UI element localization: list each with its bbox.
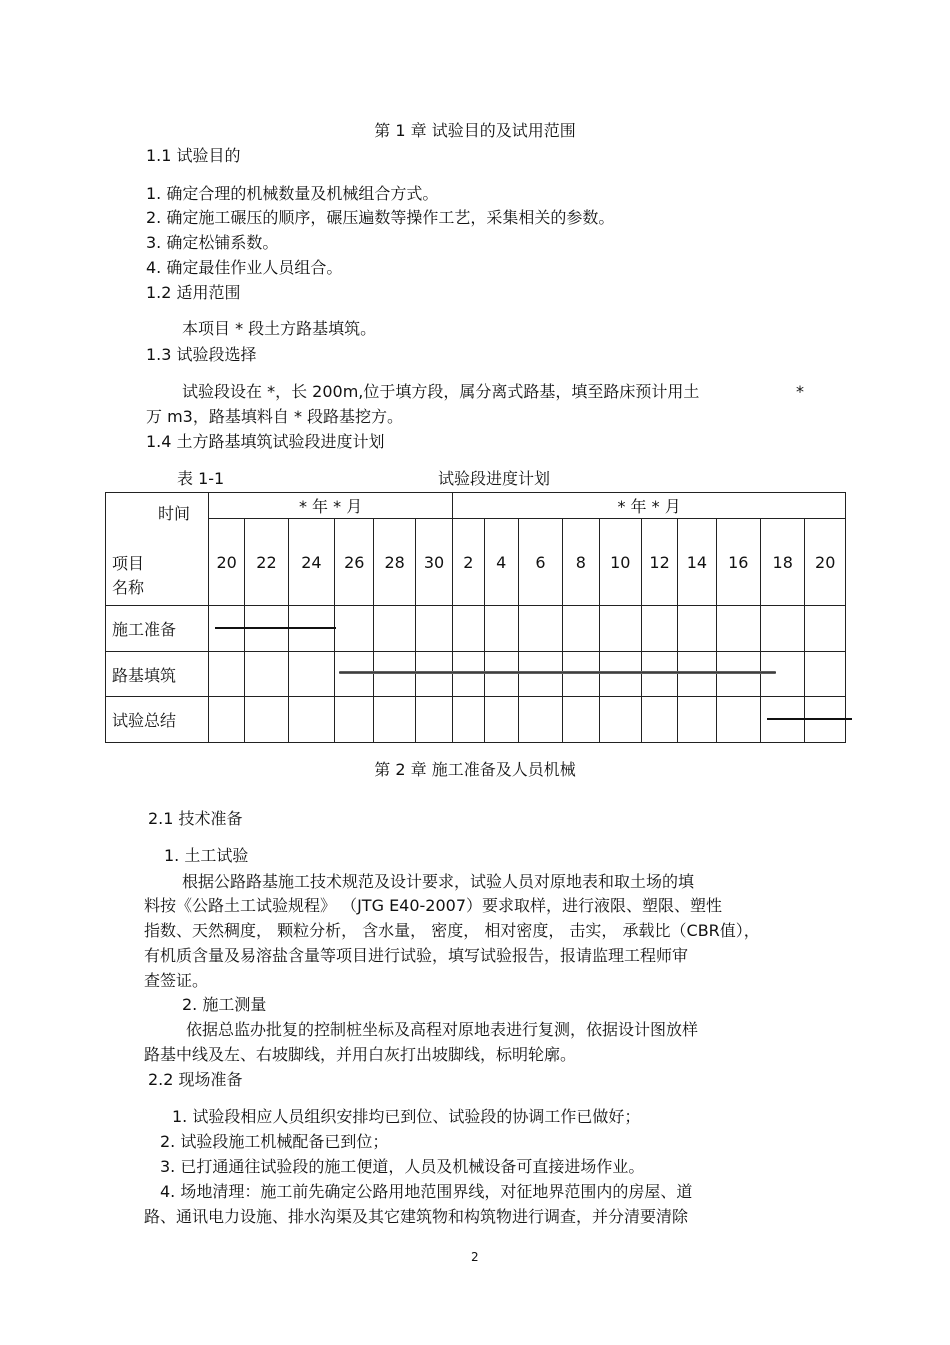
corner-time: 时间	[158, 504, 191, 523]
schedule-table	[105, 492, 846, 743]
list-item: 3. 已打通通往试验段的施工便道，人员及机械设备可直接进场作业。	[160, 1157, 645, 1176]
chapter2-title: 第 2 章 施工准备及人员机械	[374, 760, 576, 779]
day-header: 14	[678, 519, 716, 606]
day-header: 10	[599, 519, 641, 606]
day-header: 6	[518, 519, 562, 606]
row-label: 路基填筑	[106, 652, 209, 697]
section-2-1-heading: 2.1 技术准备	[148, 809, 243, 828]
day-header: 30	[415, 519, 452, 606]
subsection-soil-test: 1. 土工试验	[164, 846, 249, 865]
day-header: 28	[374, 519, 415, 606]
bar-test-summary	[767, 718, 852, 720]
bar-construction-prep	[215, 627, 336, 629]
section-1-4-heading: 1.4 土方路基填筑试验段进度计划	[146, 432, 385, 451]
paragraph-line: 查签证。	[144, 971, 209, 990]
chapter1-title: 第 1 章 试验目的及试用范围	[374, 121, 576, 140]
table-row	[106, 697, 846, 743]
list-item: 1. 试验段相应人员组织安排均已到位、试验段的协调工作已做好；	[172, 1107, 641, 1126]
section-2-2-heading: 2.2 现场准备	[148, 1070, 243, 1089]
day-header: 20	[805, 519, 846, 606]
list-item-continuation: 路、通讯电力设施、排水沟渠及其它建筑物和构筑物进行调查，并分清要清除	[144, 1207, 689, 1226]
list-item: 4. 确定最佳作业人员组合。	[146, 258, 343, 277]
section-1-2-heading: 1.2 适用范围	[146, 283, 241, 302]
corner-item: 项目	[112, 554, 145, 573]
section-1-1-heading: 1.1 试验目的	[146, 146, 241, 165]
day-header: 12	[641, 519, 677, 606]
month-header-2: * 年 * 月	[453, 493, 846, 519]
table-corner-cell	[106, 493, 209, 606]
selection-line-2: 万 m3，路基填料自 * 段路基挖方。	[146, 407, 404, 426]
row-label: 施工准备	[106, 606, 209, 652]
day-header: 24	[288, 519, 334, 606]
selection-line-1-star: *	[796, 382, 804, 401]
day-header: 20	[208, 519, 244, 606]
day-header: 22	[245, 519, 288, 606]
month-header-1: * 年 * 月	[208, 493, 452, 519]
day-header: 4	[484, 519, 518, 606]
table-title: 试验段进度计划	[438, 469, 551, 488]
scope-paragraph: 本项目 * 段土方路基填筑。	[182, 319, 377, 338]
page-number: 2	[471, 1250, 479, 1264]
paragraph-line: 指数、天然稠度， 颗粒分析， 含水量， 密度， 相对密度， 击实， 承载比（CBR值），	[144, 921, 760, 940]
day-header: 16	[716, 519, 760, 606]
bar-subgrade-filling	[339, 671, 776, 674]
list-item: 2. 确定施工碾压的顺序，碾压遍数等操作工艺，采集相关的参数。	[146, 208, 615, 227]
day-header: 18	[761, 519, 805, 606]
corner-name: 名称	[112, 578, 145, 597]
subsection-survey: 2. 施工测量	[182, 995, 267, 1014]
paragraph-line: 有机质含量及易溶盐含量等项目进行试验，填写试验报告，报请监理工程师审	[144, 946, 689, 965]
paragraph-line: 根据公路路基施工技术规范及设计要求，试验人员对原地表和取土场的填	[182, 872, 695, 891]
selection-line-1: 试验段设在 *，长 200m,位于填方段，属分离式路基，填至路床预计用土	[182, 382, 700, 401]
section-1-3-heading: 1.3 试验段选择	[146, 345, 257, 364]
day-header: 26	[335, 519, 374, 606]
day-header: 8	[563, 519, 599, 606]
list-item: 4. 场地清理：施工前先确定公路用地范围界线，对征地界范围内的房屋、道	[160, 1182, 693, 1201]
table-row	[106, 652, 846, 697]
day-header: 2	[453, 519, 484, 606]
list-item: 2. 试验段施工机械配备已到位；	[160, 1132, 389, 1151]
paragraph-line: 依据总监办批复的控制桩坐标及高程对原地表进行复测，依据设计图放样	[186, 1020, 699, 1039]
list-item: 1. 确定合理的机械数量及机械组合方式。	[146, 184, 439, 203]
paragraph-line: 路基中线及左、右坡脚线，并用白灰打出坡脚线，标明轮廓。	[144, 1045, 577, 1064]
row-label: 试验总结	[106, 697, 209, 743]
table-number: 表 1-1	[177, 469, 225, 488]
paragraph-line: 料按《公路土工试验规程》 （JTG E40-2007）要求取样，进行液限、塑限、塑性	[144, 896, 723, 915]
list-item: 3. 确定松铺系数。	[146, 233, 279, 252]
